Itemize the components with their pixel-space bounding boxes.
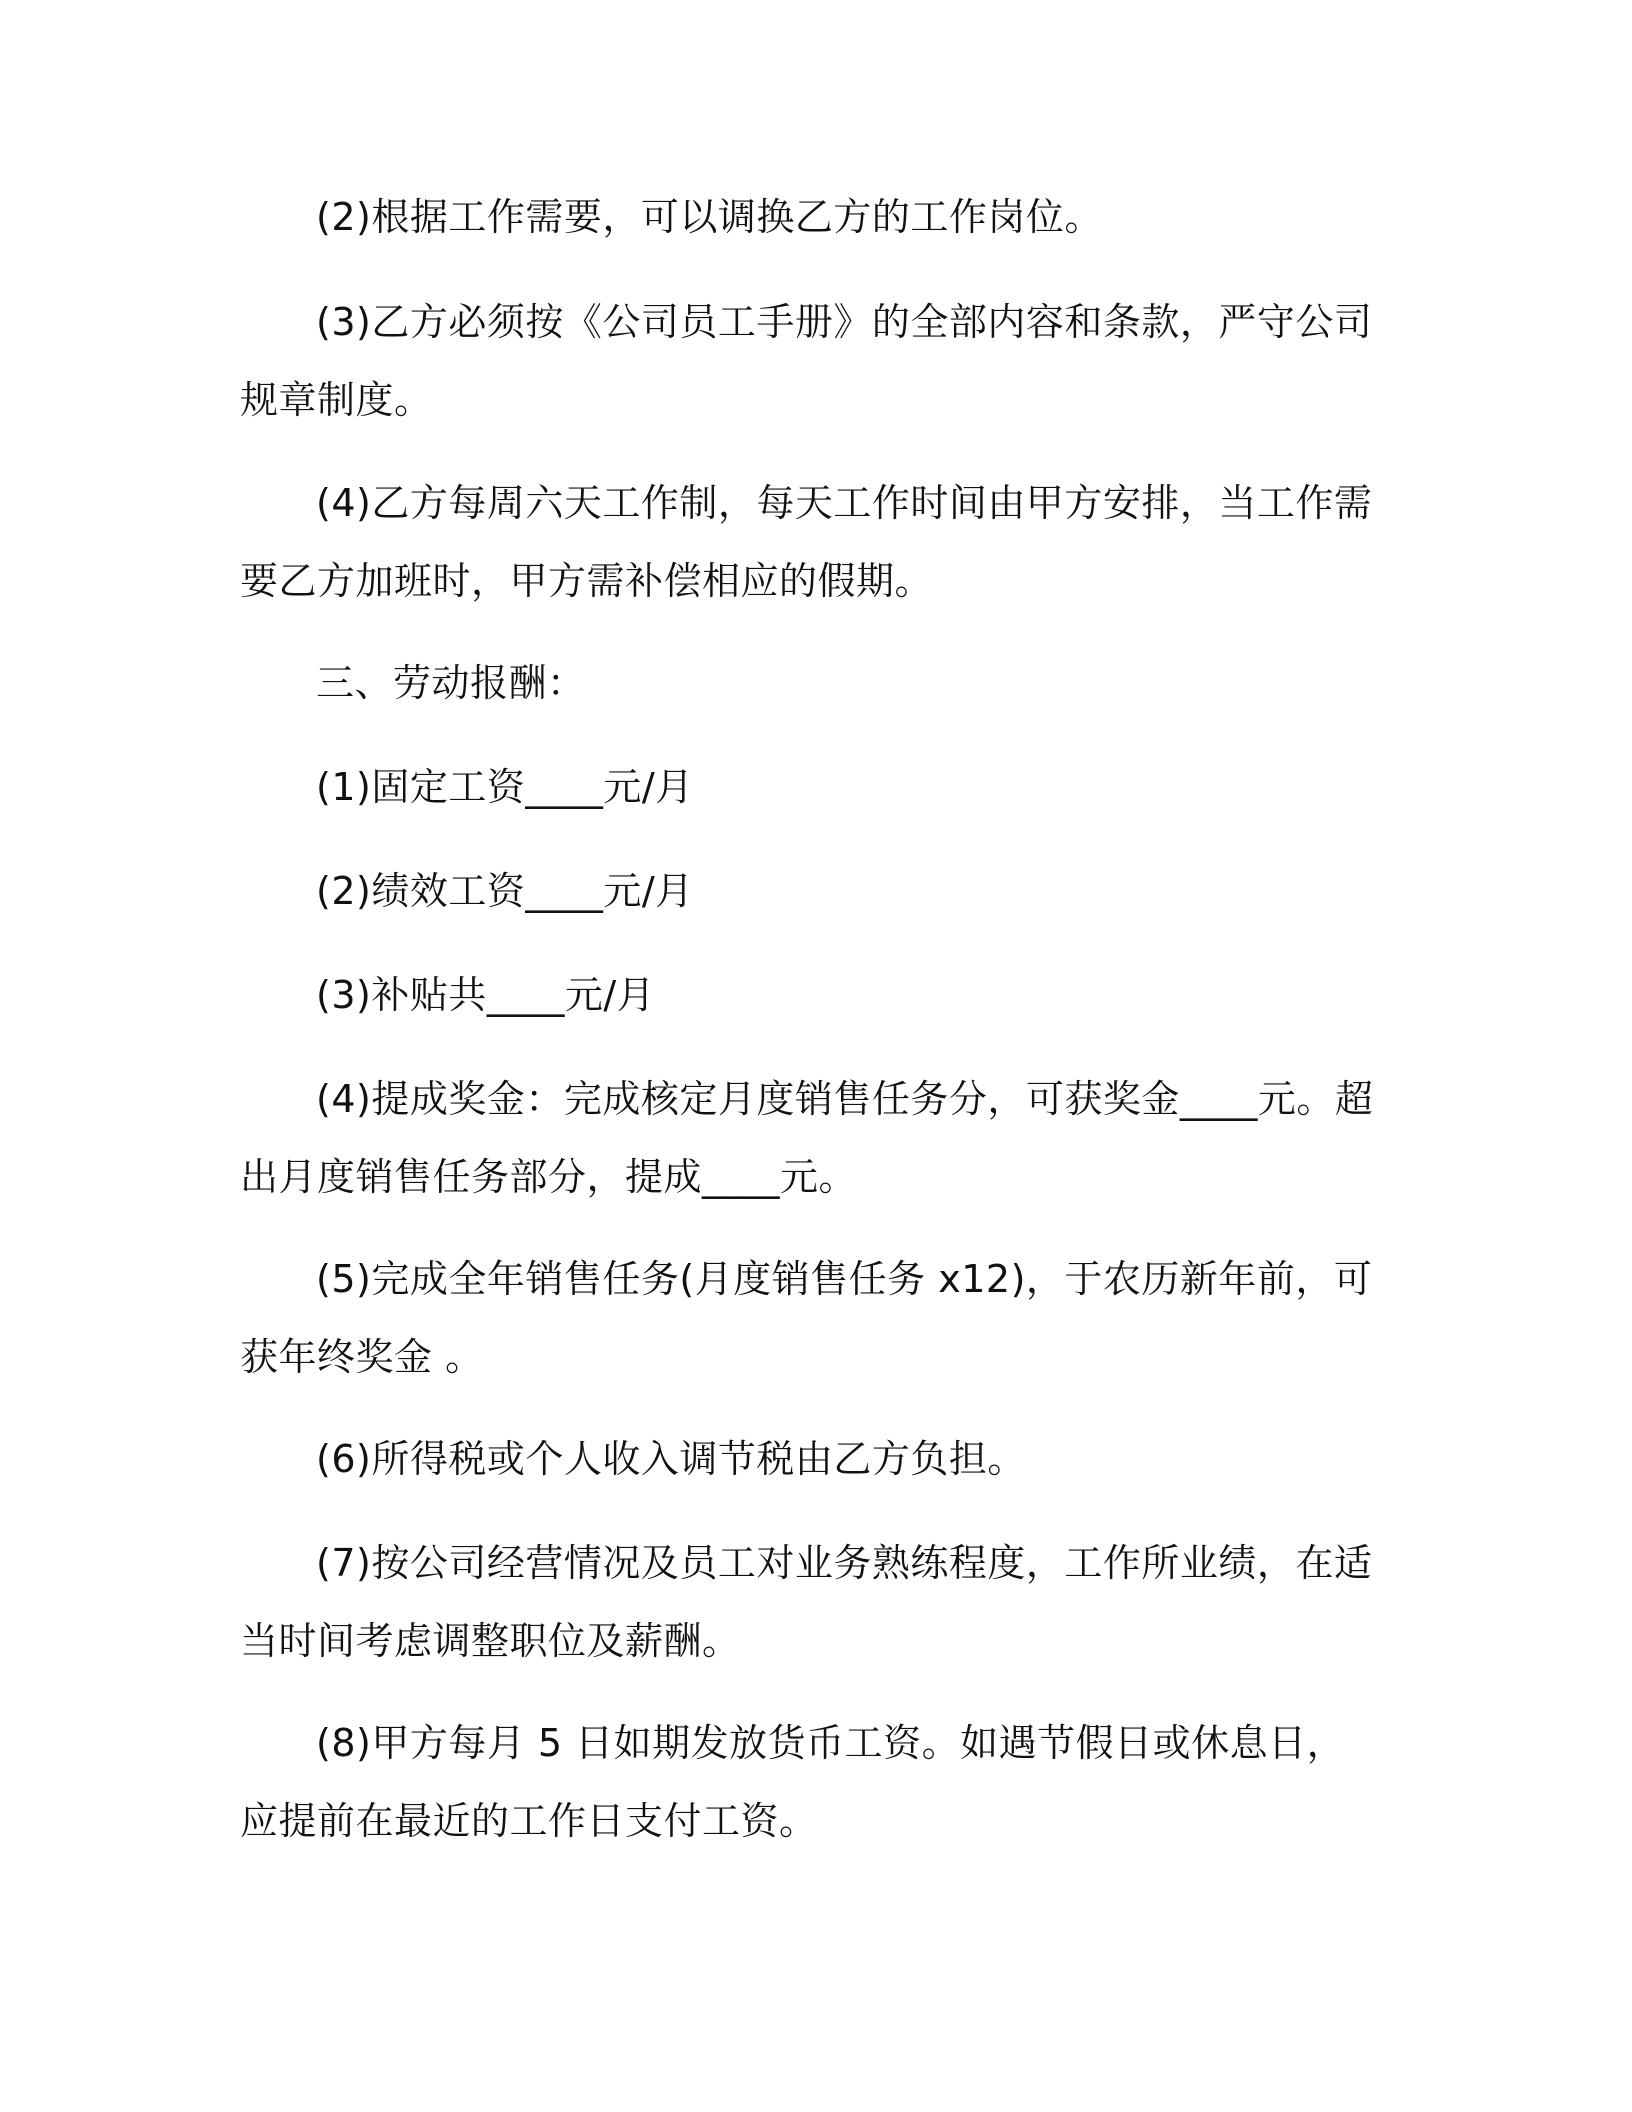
pay-item-salary-adjustment: (7)按公司经营情况及员工对业务熟练程度，工作所业绩，在适当时间考虑调整职位及薪酬。 bbox=[240, 1541, 1373, 1663]
pay-item-income-tax: (6)所得税或个人收入调节税由乙方负担。 bbox=[316, 1437, 1026, 1481]
pay-item-allowance: (3)补贴共____元/月 bbox=[316, 973, 656, 1017]
section-heading-compensation: 三、劳动报酬： bbox=[316, 661, 586, 705]
pay-item-fixed-salary: (1)固定工资____元/月 bbox=[316, 765, 694, 809]
clause-2-job-transfer: (2)根据工作需要，可以调换乙方的工作岗位。 bbox=[316, 195, 1103, 239]
pay-item-payment-date: (8)甲方每月 5 日如期发放货币工资。如遇节假日或休息日，应提前在最近的工作日支付工资。 bbox=[240, 1721, 1346, 1843]
pay-item-year-end-bonus: (5)完成全年销售任务(月度销售任务 x12)，于农历新年前，可获年终奖金 。 bbox=[240, 1257, 1373, 1379]
clause-3-employee-handbook: (3)乙方必须按《公司员工手册》的全部内容和条款，严守公司规章制度。 bbox=[240, 300, 1373, 422]
clause-4-work-schedule: (4)乙方每周六天工作制，每天工作时间由甲方安排，当工作需要乙方加班时，甲方需补偿相应的假期。 bbox=[240, 481, 1373, 603]
pay-item-performance-salary: (2)绩效工资____元/月 bbox=[316, 869, 694, 913]
pay-item-commission-bonus: (4)提成奖金：完成核定月度销售任务分，可获奖金____元。超出月度销售任务部分，提成____元。 bbox=[240, 1077, 1374, 1199]
